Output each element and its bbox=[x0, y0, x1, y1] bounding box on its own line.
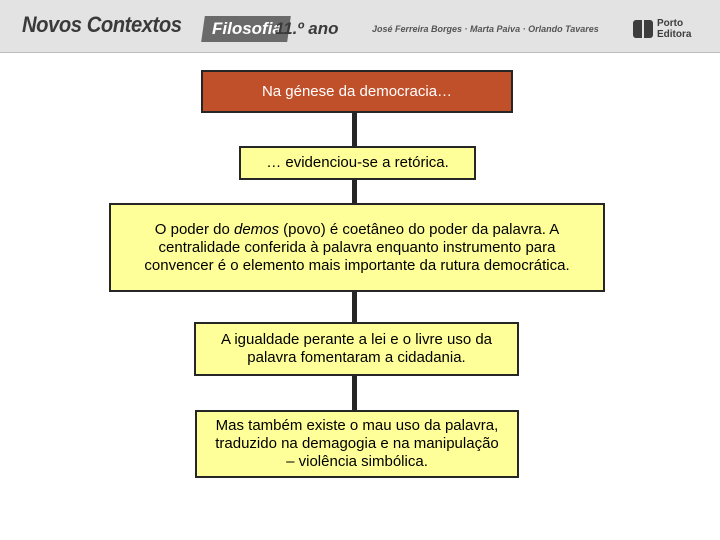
diagram-root-text: Na génese da democracia… bbox=[261, 82, 453, 100]
grade-label: 11.º ano bbox=[275, 19, 339, 38]
connector-1 bbox=[352, 113, 357, 147]
subject-label: Filosofia bbox=[212, 19, 282, 38]
connector-3 bbox=[352, 291, 357, 323]
authors-line: José Ferreira Borges · Marta Paiva · Orlando Tavares bbox=[372, 24, 599, 34]
connector-2 bbox=[352, 180, 357, 204]
diagram-step-4-box bbox=[195, 410, 519, 478]
diagram-step-3-text: A igualdade perante a lei e o livre uso da palavra fomentaram a cidadania. bbox=[220, 331, 493, 366]
header-bar bbox=[0, 0, 720, 53]
porto-editora-logo-icon bbox=[633, 20, 653, 38]
diagram-step-1-box bbox=[239, 146, 476, 180]
step-2-text-end: (povo) é coetâneo do poder da palavra. A centralidade conferida à palavra enquanto instrumento para convencer é o elemento mais importante da rutura democrática. bbox=[144, 220, 570, 274]
diagram-step-2-box bbox=[109, 203, 605, 292]
brand-title: Novos Contextos bbox=[22, 12, 182, 37]
diagram-step-1-text: … evidenciou-se a retórica. bbox=[266, 154, 449, 171]
diagram-step-4-text: Mas também existe o mau uso da palavra, traduzido na demagogia e na manipulação – violência simbólica. bbox=[215, 417, 499, 470]
connector-4 bbox=[352, 375, 357, 411]
publisher-line-2: Editora bbox=[657, 29, 692, 40]
diagram-root-box bbox=[201, 70, 513, 113]
diagram-step-2-text bbox=[123, 221, 591, 275]
publisher-line-1: Porto bbox=[657, 18, 684, 29]
step-2-demos-term: demos bbox=[233, 220, 280, 238]
step-2-text-start: O poder do bbox=[154, 220, 234, 238]
publisher-logo-text bbox=[657, 18, 691, 40]
diagram-step-3-box bbox=[194, 322, 519, 376]
